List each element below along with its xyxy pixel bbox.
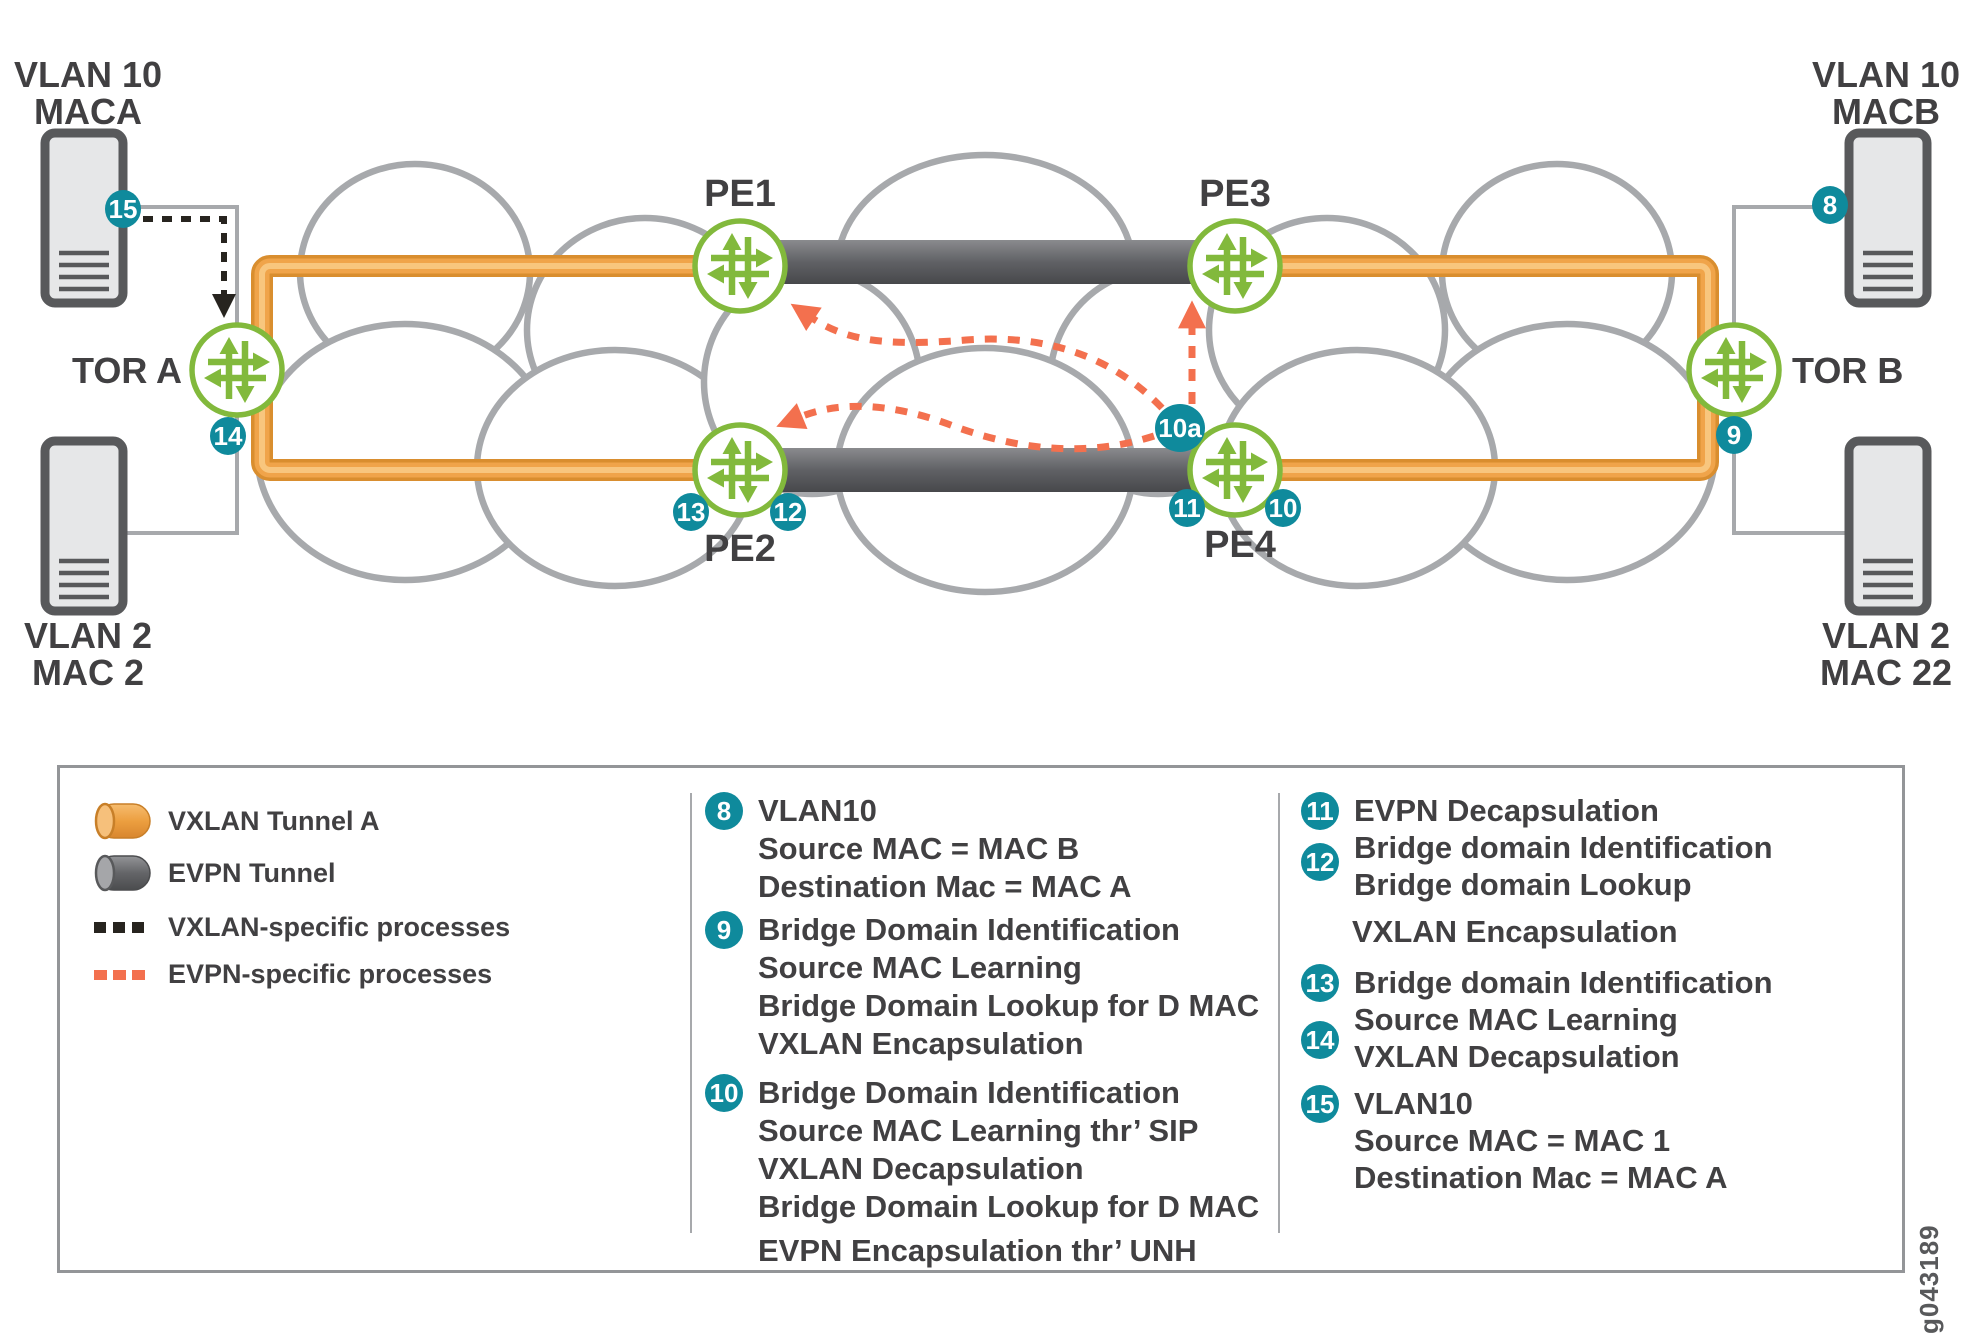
step-11-badge: 11 xyxy=(1301,792,1339,830)
step-14-line: VXLAN Decapsulation xyxy=(1354,1039,1680,1074)
legend-item-vxlan-tunnel xyxy=(88,801,380,841)
step-10-extra-line: EVPN Encapsulation thr’ UNH xyxy=(758,1233,1197,1268)
legend-item-evpn-tunnel xyxy=(88,853,336,893)
step-9 xyxy=(705,911,1259,1063)
server-vlan2-mac2 xyxy=(45,441,123,611)
step-9-badge: 9 xyxy=(705,911,743,949)
legend-item-evpn-process xyxy=(88,954,492,994)
vxlan-process-swatch-icon xyxy=(88,907,152,947)
legend-label-evpn-tunnel: EVPN Tunnel xyxy=(168,857,336,888)
vxlan-process-arrow xyxy=(143,219,224,296)
router-pe2-icon xyxy=(695,425,785,515)
step-11-line: EVPN Decapsulation xyxy=(1354,793,1659,828)
evpn-process-swatch-icon xyxy=(88,954,152,994)
step-13-line: Source MAC Learning xyxy=(1354,1002,1678,1037)
step-10-line: VXLAN Decapsulation xyxy=(758,1151,1084,1186)
step-11-12 xyxy=(1301,792,1773,903)
step-15-line: Source MAC = MAC 1 xyxy=(1354,1123,1671,1158)
label-maca: MACA xyxy=(34,91,142,132)
label-tor-b: TOR B xyxy=(1792,350,1904,391)
link-serverbr-torb xyxy=(1734,400,1849,533)
legend-label-evpn-process: EVPN-specific processes xyxy=(168,958,493,989)
step-9-line: Source MAC Learning xyxy=(758,950,1082,985)
legend-label-vxlan-tunnel: VXLAN Tunnel A xyxy=(168,805,380,836)
step-12-badge: 12 xyxy=(1301,843,1339,881)
figure-id: g043189 xyxy=(1914,1224,1944,1334)
legend-box xyxy=(57,765,1905,1273)
step-15-badge: 15 xyxy=(1301,1085,1339,1123)
label-pe4: PE4 xyxy=(1204,524,1276,566)
router-pe1-icon xyxy=(695,221,785,311)
step-15-line: VLAN10 xyxy=(1354,1086,1473,1121)
badge-14 xyxy=(210,417,246,455)
step-10-badge: 10 xyxy=(705,1074,743,1112)
badge-15 xyxy=(105,190,141,228)
step-10-line: Bridge Domain Identification xyxy=(758,1075,1180,1110)
label-vlan2-right: VLAN 2 xyxy=(1821,615,1951,656)
badge-8 xyxy=(1812,186,1848,224)
server-vlan2-mac22 xyxy=(1849,441,1927,611)
step-8 xyxy=(705,792,1131,906)
legend-divider-2 xyxy=(1278,793,1280,1233)
badge-12-label: 12 xyxy=(773,497,803,527)
router-tor-a-icon xyxy=(192,325,282,415)
step-8-line: Destination Mac = MAC A xyxy=(758,869,1132,904)
evpn-tunnel-swatch-icon xyxy=(88,853,152,893)
label-tor-a: TOR A xyxy=(71,350,182,391)
badge-9-label: 9 xyxy=(1726,420,1742,450)
step-8-line: Source MAC = MAC B xyxy=(758,831,1080,866)
step-13-badge: 13 xyxy=(1301,964,1339,1002)
step-9-line: Bridge Domain Identification xyxy=(758,912,1180,947)
badge-10a-label: 10a xyxy=(1158,413,1202,443)
evpn-tunnel-top xyxy=(758,240,1216,284)
label-pe1: PE1 xyxy=(704,173,776,215)
link-servertr-torb xyxy=(1734,207,1849,340)
badge-10 xyxy=(1265,489,1301,527)
legend-divider-1 xyxy=(690,793,692,1233)
step-15-line: Destination Mac = MAC A xyxy=(1354,1160,1728,1195)
legend-label-vxlan-process: VXLAN-specific processes xyxy=(168,911,511,942)
label-pe3: PE3 xyxy=(1199,173,1271,215)
label-vlan10-left: VLAN 10 xyxy=(13,54,163,95)
evpn-tunnel-bottom xyxy=(758,448,1216,492)
step-12-line: Bridge domain Lookup xyxy=(1354,867,1692,902)
step-13-line: Bridge domain Identification xyxy=(1354,965,1773,1000)
step-9-line: Bridge Domain Lookup for D MAC xyxy=(758,988,1260,1023)
badge-12 xyxy=(770,493,806,531)
step-10-line: Bridge Domain Lookup for D MAC xyxy=(758,1189,1260,1224)
step-13-14 xyxy=(1301,964,1773,1075)
step-15 xyxy=(1301,1085,1727,1196)
router-pe3-icon xyxy=(1190,221,1280,311)
label-mac2: MAC 2 xyxy=(31,652,145,693)
badge-9 xyxy=(1716,416,1752,454)
badge-10a xyxy=(1155,404,1205,452)
label-vlan10-right: VLAN 10 xyxy=(1811,54,1961,95)
step-10-line: Source MAC Learning thr’ SIP xyxy=(758,1113,1199,1148)
step-14-badge: 14 xyxy=(1301,1021,1339,1059)
router-tor-b-icon xyxy=(1689,325,1779,415)
step-12-continuation-line: VXLAN Encapsulation xyxy=(1352,914,1678,949)
server-vlan10-macb xyxy=(1849,133,1927,303)
badge-11 xyxy=(1169,489,1205,527)
badge-14-label: 14 xyxy=(213,421,243,451)
badge-15-label: 15 xyxy=(108,194,138,224)
label-mac22: MAC 22 xyxy=(1819,652,1953,693)
badge-13 xyxy=(673,493,709,531)
label-macb: MACB xyxy=(1832,91,1940,132)
badge-11-label: 11 xyxy=(1173,493,1201,523)
label-vlan2-left: VLAN 2 xyxy=(23,615,153,656)
link-servertl-tora xyxy=(122,207,237,340)
step-8-line: VLAN10 xyxy=(758,793,877,828)
label-pe2: PE2 xyxy=(704,528,776,570)
step-12-line: Bridge domain Identification xyxy=(1354,830,1773,865)
badge-8-label: 8 xyxy=(1822,190,1838,220)
legend-item-vxlan-process xyxy=(88,907,510,947)
step-10 xyxy=(705,1074,1259,1270)
badge-13-label: 13 xyxy=(676,497,706,527)
badge-10-label: 10 xyxy=(1268,493,1298,523)
vxlan-tunnel-swatch-icon xyxy=(88,801,152,841)
step-8-badge: 8 xyxy=(705,792,743,830)
step-9-line: VXLAN Encapsulation xyxy=(758,1026,1084,1061)
